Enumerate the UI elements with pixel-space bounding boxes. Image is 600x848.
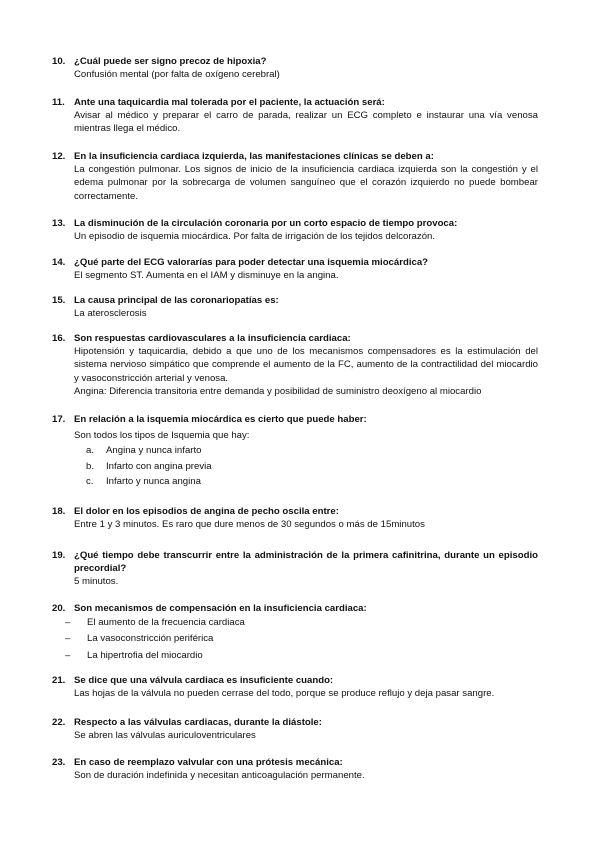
question-number: 18. — [52, 506, 66, 517]
question-title — [52, 602, 538, 615]
question-15 — [52, 294, 538, 320]
answer — [74, 575, 538, 588]
question-title — [52, 294, 538, 307]
answer-line: 5 minutos. — [74, 576, 119, 588]
question-title — [52, 549, 538, 575]
dash-list — [52, 616, 538, 662]
question-21 — [52, 674, 538, 700]
answer-line: Entre 1 y 3 minutos. Es raro que dure menos de 30 segundos o más de 15minutos — [74, 519, 425, 531]
answer-line: Son de duración indefinida y necesitan anticoagulación permanente. — [74, 770, 365, 782]
question-text: En la insuficiencia cardiaca izquierda, las manifestaciones clínicas se deben a: — [74, 151, 434, 162]
question-number: 10. — [52, 56, 66, 67]
question-20 — [52, 602, 538, 662]
question-title — [52, 332, 538, 345]
dash-marker: – — [65, 649, 71, 661]
answer-line: El segmento ST. Aumenta en el IAM y disminuye en la angina. — [74, 270, 339, 282]
item-text: Infarto con angina previa — [106, 460, 212, 472]
answer — [74, 429, 538, 442]
option-list — [52, 444, 538, 488]
question-title — [52, 674, 538, 687]
question-number: 13. — [52, 218, 66, 229]
question-title — [52, 217, 538, 230]
answer-line: Confusión mental (por falta de oxígeno cerebral) — [74, 69, 280, 81]
question-23 — [52, 756, 538, 782]
question-number: 22. — [52, 717, 66, 728]
question-text: El dolor en los episodios de angina de pecho oscila entre: — [74, 506, 339, 517]
item-text: La vasoconstricción periférica — [87, 633, 214, 645]
question-text: Son respuestas cardiovasculares a la insuficiencia cardiaca: — [74, 333, 351, 344]
question-text: Son mecanismos de compensación en la insuficiencia cardiaca: — [74, 603, 367, 614]
item-marker: b. — [86, 460, 95, 472]
answer-line: Un episodio de isquemia miocárdica. Por falta de irrigación de los tejidos delcorazón. — [74, 231, 436, 243]
question-title — [52, 505, 538, 518]
question-text: ¿Cuál puede ser signo precoz de hipoxia? — [74, 56, 267, 67]
question-title — [52, 756, 538, 769]
answer-line: Angina: Diferencia transitoria entre demanda y posibilidad de suministro deoxígeno al miocardio — [74, 385, 482, 397]
question-17 — [52, 413, 538, 488]
answer — [74, 729, 538, 742]
question-number: 14. — [52, 257, 66, 268]
question-title — [52, 55, 538, 68]
answer — [74, 769, 538, 782]
list-item — [86, 444, 538, 457]
question-12 — [52, 150, 538, 203]
answer-line: La congestión pulmonar. Los signos de inicio de la insuficiencia cardiaca izquierda son la congestión y el edema pulmonar por la sobrecarga de volumen sanguíneo que el corazón izquierdo no puede bombear correctamente. — [74, 164, 538, 202]
question-text: La disminución de la circulación coronaria por un corto espacio de tiempo provoca: — [74, 218, 458, 229]
list-item — [86, 475, 538, 488]
item-text: La hipertrofia del miocardio — [87, 649, 203, 661]
answer — [74, 269, 538, 282]
answer — [74, 307, 538, 320]
answer — [74, 230, 538, 243]
answer — [74, 68, 538, 81]
answer — [74, 345, 538, 398]
question-title — [52, 413, 538, 426]
dash-marker: – — [65, 617, 71, 629]
answer-line: Son todos los tipos de Isquemia que hay: — [74, 430, 250, 442]
answer — [74, 518, 538, 531]
question-16 — [52, 332, 538, 398]
question-text: En relación a la isquemia miocárdica es cierto que puede haber: — [74, 414, 367, 425]
question-19 — [52, 549, 538, 589]
answer — [74, 109, 538, 135]
question-number: 16. — [52, 333, 66, 344]
question-number: 15. — [52, 295, 66, 306]
list-item — [65, 632, 538, 645]
question-number: 12. — [52, 151, 66, 162]
question-title — [52, 150, 538, 163]
question-10 — [52, 55, 538, 81]
dash-marker: – — [65, 633, 71, 645]
question-number: 19. — [52, 550, 66, 561]
question-13 — [52, 217, 538, 243]
item-text: Infarto y nunca angina — [106, 475, 201, 487]
question-title — [52, 96, 538, 109]
question-text: ¿Qué parte del ECG valorarías para poder detectar una isquemia miocárdica? — [74, 257, 429, 268]
item-marker: a. — [86, 445, 95, 457]
answer-line: Avisar al médico y preparar el carro de parada, realizar un ECG completo e instaurar una vía venosa mientras llega el médico. — [74, 110, 538, 135]
question-text: Respecto a las válvulas cardiacas, durante la diástole: — [74, 717, 322, 728]
question-22 — [52, 716, 538, 742]
list-item — [86, 460, 538, 473]
question-text: Ante una taquicardia mal tolerada por el paciente, la actuación será: — [74, 97, 385, 108]
question-text: Se dice que una válvula cardiaca es insuficiente cuando: — [74, 675, 334, 686]
question-11 — [52, 96, 538, 136]
answer-line: Hipotensión y taquicardia, debido a que uno de los mecanismos compensadores es la estimulación del sistema nervioso simpático que comprende el aumento de la FC, aumento de la contractilidad del miocardio y vasoconstricción arterial y venosa. — [74, 346, 538, 384]
item-text: Angina y nunca infarto — [106, 445, 202, 457]
item-marker: c. — [86, 475, 94, 487]
question-14 — [52, 256, 538, 282]
question-number: 23. — [52, 757, 66, 768]
list-item — [65, 616, 538, 629]
question-text: La causa principal de las coronariopatías es: — [74, 295, 279, 306]
question-text: ¿Qué tiempo debe transcurrir entre la administración de la primera cafinitrina, durante un episodio precordial? — [74, 550, 538, 575]
answer-line: Se abren las válvulas auriculoventriculares — [74, 730, 256, 742]
question-number: 17. — [52, 414, 66, 425]
list-item — [65, 649, 538, 662]
answer — [74, 687, 538, 700]
question-title — [52, 716, 538, 729]
question-number: 20. — [52, 603, 66, 614]
answer-line: Las hojas de la válvula no pueden cerrase del todo, porque se produce reflujo y deja pasar sangre. — [74, 688, 495, 700]
question-text: En caso de reemplazo valvular con una prótesis mecánica: — [74, 757, 343, 768]
item-text: El aumento de la frecuencia cardiaca — [87, 617, 245, 629]
question-number: 21. — [52, 675, 66, 686]
answer — [74, 163, 538, 203]
question-title — [52, 256, 538, 269]
question-number: 11. — [52, 97, 65, 108]
answer-line: La aterosclerosis — [74, 308, 147, 320]
question-18 — [52, 505, 538, 531]
